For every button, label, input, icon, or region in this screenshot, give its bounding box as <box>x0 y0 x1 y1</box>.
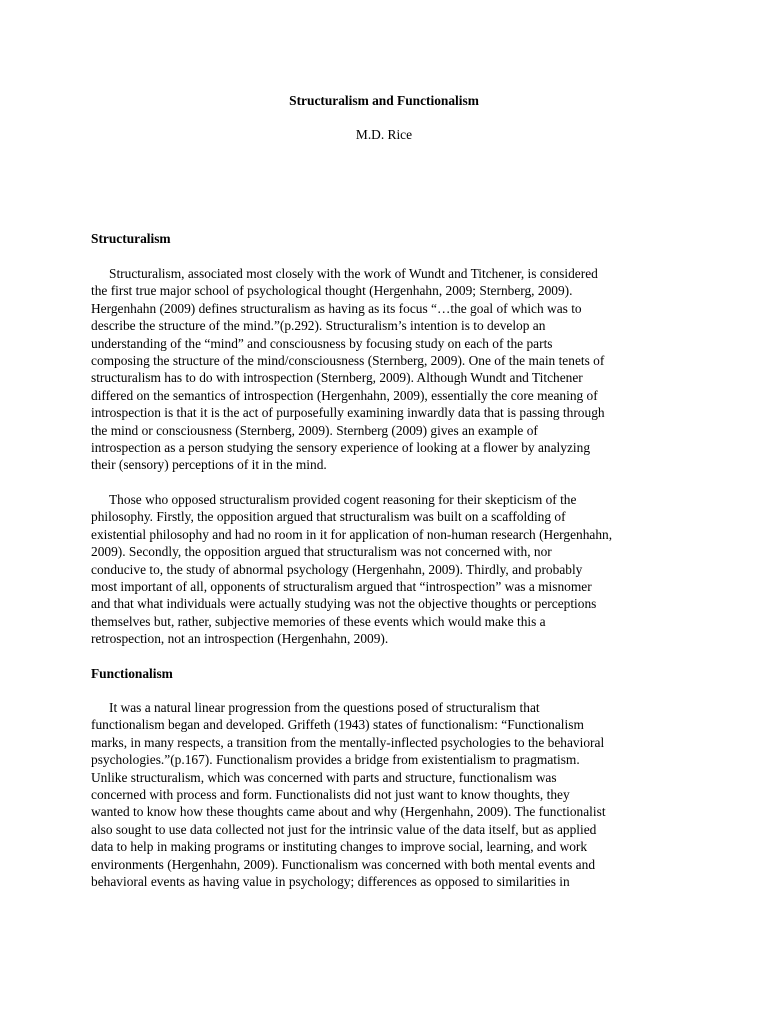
document-title: Structuralism and Functionalism <box>289 93 479 108</box>
paragraph-line: introspection is that it is the act of purposefully examining inwardly data that is passing through <box>91 405 605 421</box>
paragraph-line: composing the structure of the mind/consciousness (Sternberg, 2009). One of the main tenets of <box>91 353 605 369</box>
paragraph-line: wanted to know how these thoughts came about and why (Hergenhahn, 2009). The functionalist <box>91 804 606 820</box>
paragraph-line: the first true major school of psychological thought (Hergenhahn, 2009; Sternberg, 2009). <box>91 283 573 299</box>
paragraph-functionalism-1 <box>91 699 691 890</box>
paragraph-line: behavioral events as having value in psychology; differences as opposed to similarities in <box>91 874 570 890</box>
paragraph-line: retrospection, not an introspection (Hergenhahn, 2009). <box>91 631 389 647</box>
paragraph-line: data to help in making programs or instituting changes to improve social, learning, and work <box>91 839 588 855</box>
paragraph-line: themselves but, rather, subjective memories of these events which would make this a <box>91 613 546 629</box>
paragraph-structuralism-2 <box>91 491 691 648</box>
paragraph-line: understanding of the “mind” and consciousness by focusing study on each of the parts <box>91 335 553 351</box>
paragraph-line: concerned with process and form. Functionalists did not just want to know thoughts, they <box>91 787 570 803</box>
paragraph-line: It was a natural linear progression from the questions posed of structuralism that <box>109 700 540 715</box>
paragraph-line: describe the structure of the mind.”(p.292). Structuralism’s intention is to develop an <box>91 318 546 334</box>
paragraph-line: Unlike structuralism, which was concerned with parts and structure, functionalism was <box>91 769 557 785</box>
section-heading-structuralism: Structuralism <box>91 231 171 246</box>
paragraph-line: functionalism began and developed. Griffeth (1943) states of functionalism: “Functionalism <box>91 717 584 733</box>
paragraph-line: philosophy. Firstly, the opposition argued that structuralism was built on a scaffolding of <box>91 509 566 525</box>
paragraph-line: differed on the semantics of introspection (Hergenhahn, 2009), essentially the core meaning of <box>91 387 598 403</box>
paragraph-line: marks, in many respects, a transition from the mentally-inflected psychologies to the behavioral <box>91 734 605 750</box>
paragraph-line: conducive to, the study of abnormal psychology (Hergenhahn, 2009). Thirdly, and probably <box>91 561 583 577</box>
paragraph-line: existential philosophy and had no room in it for application of non-human research (Hergenhahn, <box>91 526 613 542</box>
paragraph-line: Structuralism, associated most closely with the work of Wundt and Titchener, is considered <box>109 266 598 281</box>
paragraph-line: psychologies.”(p.167). Functionalism provides a bridge from existentialism to pragmatism. <box>91 752 580 768</box>
paragraph-line: most important of all, opponents of structuralism argued that “introspection” was a misnomer <box>91 579 592 595</box>
paragraph-line: introspection as a person studying the sensory experience of looking at a flower by analyzing <box>91 440 591 456</box>
paragraph-line: the mind or consciousness (Sternberg, 2009). Sternberg (2009) gives an example of <box>91 422 538 438</box>
paragraph-line: their (sensory) perceptions of it in the mind. <box>91 457 327 473</box>
paragraph-line: structuralism has to do with introspection (Sternberg, 2009). Although Wundt and Titchener <box>91 370 583 386</box>
document-author: M.D. Rice <box>355 127 413 142</box>
paragraph-line: Hergenhahn (2009) defines structuralism as having as its focus “…the goal of which was to <box>91 300 582 316</box>
paragraph-line: and that what individuals were actually studying was not the objective thoughts or perceptions <box>91 596 597 612</box>
paragraph-structuralism-1 <box>91 265 691 474</box>
paragraph-line: Those who opposed structuralism provided cogent reasoning for their skepticism of the <box>109 492 577 507</box>
paragraph-line: also sought to use data collected not just for the intrinsic value of the data itself, but as applied <box>91 821 597 837</box>
section-heading-functionalism: Functionalism <box>91 666 173 681</box>
paragraph-line: 2009). Secondly, the opposition argued that structuralism was not concerned with, nor <box>91 544 552 560</box>
paragraph-line: environments (Hergenhahn, 2009). Functionalism was concerned with both mental events and <box>91 856 596 872</box>
